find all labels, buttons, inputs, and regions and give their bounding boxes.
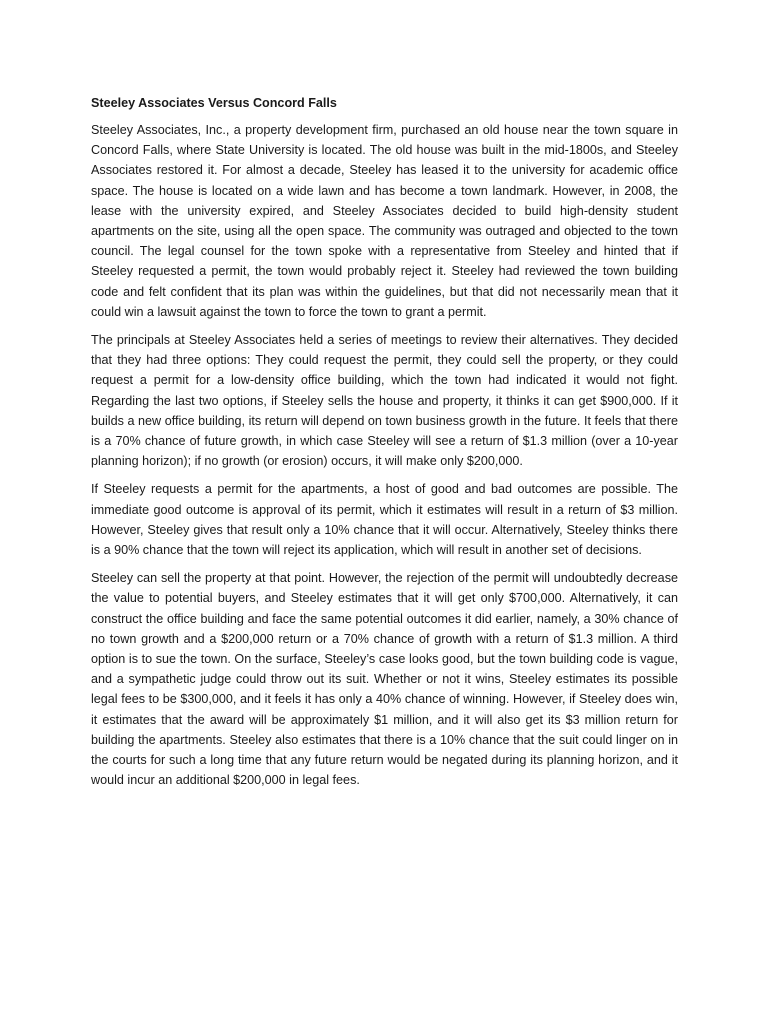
paragraph-2: The principals at Steeley Associates held a series of meetings to review their alternatives. They decided that they had three options: They could request the permit, they could sell the property, or they could request a permit for a low-density office building, which the town had indicated it would not fight. Regarding the last two options, if Steeley sells the house and property, it thinks it can get $900,000. If it builds a new office building, its return will depend on town business growth in the future. It feels that there is a 70% chance of future growth, in which case Steeley will see a return of $1.3 million (over a 10-year planning horizon); if no growth (or erosion) occurs, it will make only $200,000. xyxy=(91,333,678,469)
paragraph-3: If Steeley requests a permit for the apartments, a host of good and bad outcomes are possible. The immediate good outcome is approval of its permit, which it estimates will result in a return of $3 million. However, Steeley gives that result only a 10% chance that it will occur. Alternatively, Steeley thinks there is a 90% chance that the town will reject its application, which will result in another set of decisions. xyxy=(91,482,678,558)
paragraph-4: Steeley can sell the property at that point. However, the rejection of the permit will undoubtedly decrease the value to potential buyers, and Steeley estimates that it will get only $700,000. Alternatively, it can construct the office building and face the same potential outcomes it did earlier, namely, a 30% chance of no town growth and a $200,000 return or a 70% chance of growth with a return of $1.3 million. A third option is to sue the town. On the surface, Steeley’s case looks good, but the town building code is vague, and a sympathetic judge could throw out its suit. Whether or not it wins, Steeley estimates its possible legal fees to be $300,000, and it feels it has only a 40% chance of winning. However, if Steeley does win, it estimates that the award will be approximately $1 million, and it will also get its $3 million return for building the apartments. Steeley also estimates that there is a 10% chance that the suit could linger on in the courts for such a long time that any future return would be negated during its planning horizon, and it would incur an additional $200,000 in legal fees. xyxy=(91,571,678,788)
document-title: Steeley Associates Versus Concord Falls xyxy=(91,96,337,110)
document-page xyxy=(91,94,678,799)
paragraph-1: Steeley Associates, Inc., a property development firm, purchased an old house near the town square in Concord Falls, where State University is located. The old house was built in the mid-1800s, and Steeley Associates restored it. For almost a decade, Steeley has leased it to the university for academic office space. The house is located on a wide lawn and has become a town landmark. However, in 2008, the lease with the university expired, and Steeley Associates decided to build high-density student apartments on the site, using all the open space. The community was outraged and objected to the town council. The legal counsel for the town spoke with a representative from Steeley and hinted that if Steeley requested a permit, the town would probably reject it. Steeley had reviewed the town building code and felt confident that its plan was within the guidelines, but that did not necessarily mean that it could win a lawsuit against the town to force the town to grant a permit. xyxy=(91,123,678,319)
